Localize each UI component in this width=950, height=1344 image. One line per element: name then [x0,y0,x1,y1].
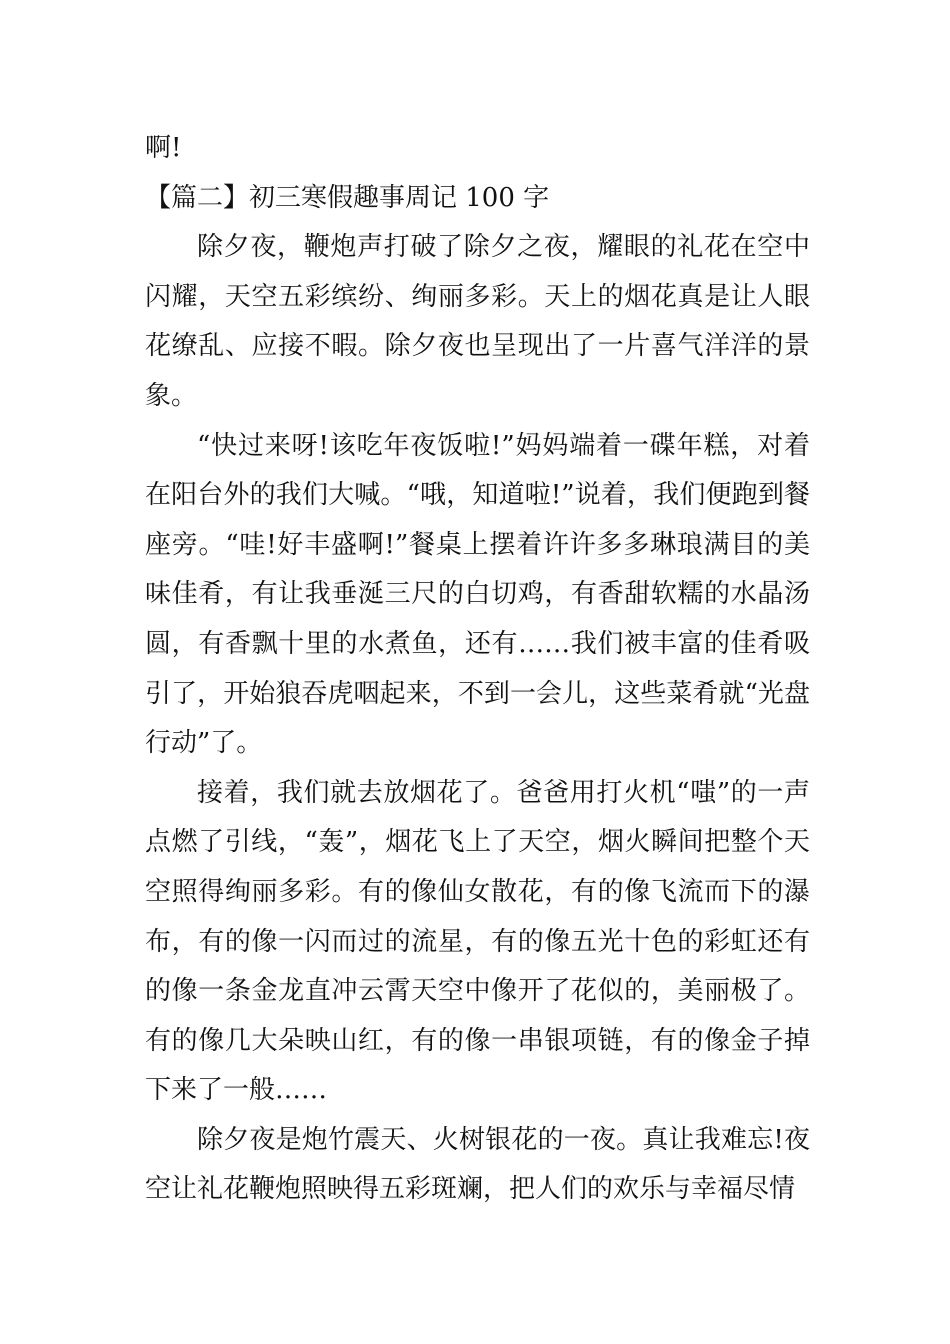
paragraph-dinner: “快过来呀!该吃年夜饭啦!”妈妈端着一碟年糕，对着在阳台外的我们大喊。“哦，知道啦!”说着，我们便跑到餐座旁。“哇!好丰盛啊!”餐桌上摆着许许多多琳琅满目的美味佳肴，有让我垂涎三尺的白切鸡，有香甜软糯的水晶汤圆，有香飘十里的水煮鱼，还有……我们被丰富的佳肴吸引了，开始狼吞虎咽起来，不到一会儿，这些菜肴就“光盘行动”了。 [145,430,810,759]
document-body [145,124,810,1215]
paragraph-memorable-night: 除夕夜是炮竹震天、火树银花的一夜。真让我难忘!夜空让礼花鞭炮照映得五彩斑斓，把人们的欢乐与幸福尽情 [145,1124,810,1205]
paragraph-fireworks: 接着，我们就去放烟花了。爸爸用打火机“嗤”的一声点燃了引线，“轰”，烟花飞上了天空，烟火瞬间把整个天空照得绚丽多彩。有的像仙女散花，有的像飞流而下的瀑布，有的像一闪而过的流星，有的像五光十色的彩虹还有的像一条金龙直冲云霄天空中像开了花似的，美丽极了。有的像几大朵映山红，有的像一串银项链，有的像金子掉下来了一般…… [145,777,810,1106]
paragraph-new-year-eve: 除夕夜，鞭炮声打破了除夕之夜，耀眼的礼花在空中闪耀，天空五彩缤纷、绚丽多彩。天上的烟花真是让人眼花缭乱、应接不暇。除夕夜也呈现出了一片喜气洋洋的景象。 [145,232,810,411]
carry-over-text: 啊! [145,133,182,163]
section-heading: 【篇二】初三寒假趣事周记 100 字 [145,182,550,213]
